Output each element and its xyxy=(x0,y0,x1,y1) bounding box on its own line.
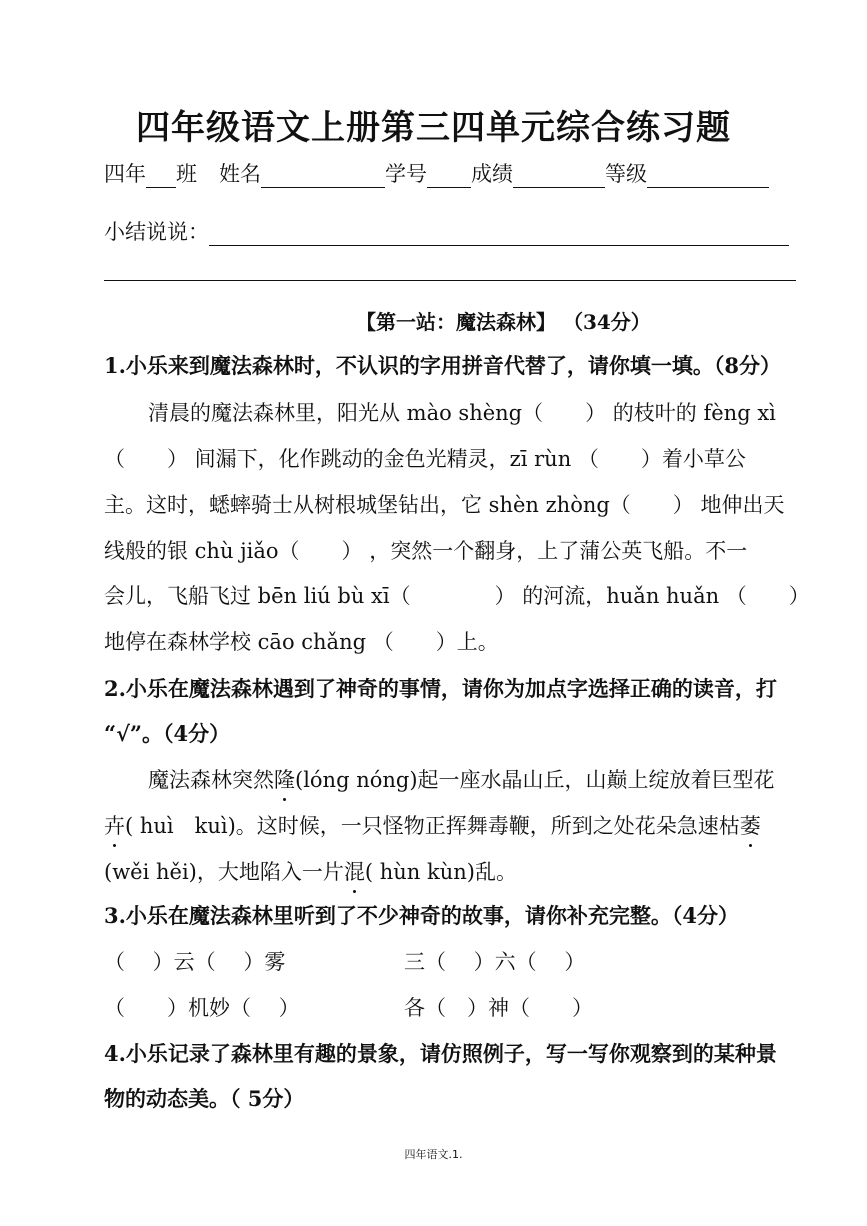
q4-heading-line-1: 4.小乐记录了森林里有趣的景象，请仿照例子，写一写你观察到的某种景 xyxy=(104,1041,777,1066)
q3-item[interactable]: （ ）机妙（ ） xyxy=(104,996,300,1020)
level-blank[interactable] xyxy=(647,163,769,188)
q2-heading-line-2: “√”。（4分） xyxy=(104,721,231,746)
section-heading: 【第一站：魔法森林】 （34分） xyxy=(356,310,651,334)
q1-line-1: 清晨的魔法森林里，阳光从 mào shèng（ ） 的枝叶的 fèng xì xyxy=(148,401,776,425)
q1-line-5: 会儿，飞船飞过 bēn liú bù xī（ ） 的河流，huǎn huǎn （ ） xyxy=(104,584,810,608)
q2-line-2 xyxy=(104,810,761,840)
q1-heading: 1.小乐来到魔法森林时，不认识的字用拼音代替了，请你填一填。（8分） xyxy=(104,353,782,378)
q2-line-3 xyxy=(104,856,517,886)
q1-line-3: 主。这时，蟋蟀骑士从树根城堡钻出，它 shèn zhòng（ ） 地伸出天 xyxy=(104,493,785,517)
page-title: 四年级语文上册第三四单元综合练习题 xyxy=(136,108,731,148)
summary-label: 小结说说： xyxy=(104,220,209,244)
score-blank[interactable] xyxy=(513,163,605,188)
level-label: 等级 xyxy=(605,162,647,186)
student-info-row xyxy=(104,158,769,190)
q2-line-1 xyxy=(148,764,775,794)
page-footer: 四年语文.1. xyxy=(404,1148,463,1161)
q1-line-2: （ ） 间漏下，化作跳动的金色光精灵，zī rùn （ ）着小草公 xyxy=(104,447,746,471)
name-blank[interactable] xyxy=(261,163,385,188)
q3-item[interactable]: 三（ ）六（ ） xyxy=(404,950,586,974)
q2-choice[interactable]: (lóng nóng)起一座水晶山丘，山巅上绽放着巨型花 xyxy=(295,768,775,792)
q1-line-4: 线般的银 chù jiǎo（ ） ，突然一个翻身，上了蒲公英飞船。不一 xyxy=(104,539,748,563)
q4-heading-line-2: 物的动态美。（ 5分） xyxy=(104,1086,305,1111)
q2-heading-line-1: 2.小乐在魔法森林遇到了神奇的事情，请你为加点字选择正确的读音，打 xyxy=(104,676,777,701)
grade-label: 四年 xyxy=(104,162,146,186)
q3-item[interactable]: 各（ ）神（ ） xyxy=(404,996,593,1020)
q3-item[interactable]: （ ）云（ ）雾 xyxy=(104,950,286,974)
summary-row xyxy=(104,216,789,246)
class-blank[interactable] xyxy=(146,163,176,188)
number-blank[interactable] xyxy=(427,163,471,188)
q1-line-6: 地停在森林学校 cāo chǎng （ ）上。 xyxy=(104,630,499,654)
dotted-char: 卉 xyxy=(104,810,125,840)
q2-choice[interactable]: (wěi hěi)，大地陷入一片 xyxy=(104,860,344,884)
dotted-char: 混 xyxy=(344,856,365,886)
summary-line-1[interactable] xyxy=(209,223,789,246)
q2-choice[interactable]: ( huì kuì)。这时候，一只怪物正挥舞毒鞭，所到之处花朵急速枯 xyxy=(125,814,740,838)
number-label: 学号 xyxy=(385,162,427,186)
q2-choice[interactable]: ( hùn kùn)乱。 xyxy=(364,860,517,884)
q3-heading: 3.小乐在魔法森林里听到了不少神奇的故事，请你补充完整。（4分） xyxy=(104,903,740,928)
score-label: 成绩 xyxy=(471,162,513,186)
q2-text: 魔法森林突然 xyxy=(148,768,274,792)
dotted-char: 萎 xyxy=(740,810,761,840)
dotted-char: 隆 xyxy=(274,764,295,794)
name-label: 姓名 xyxy=(219,162,261,186)
class-label: 班 xyxy=(176,162,197,186)
summary-line-2[interactable] xyxy=(104,280,796,281)
